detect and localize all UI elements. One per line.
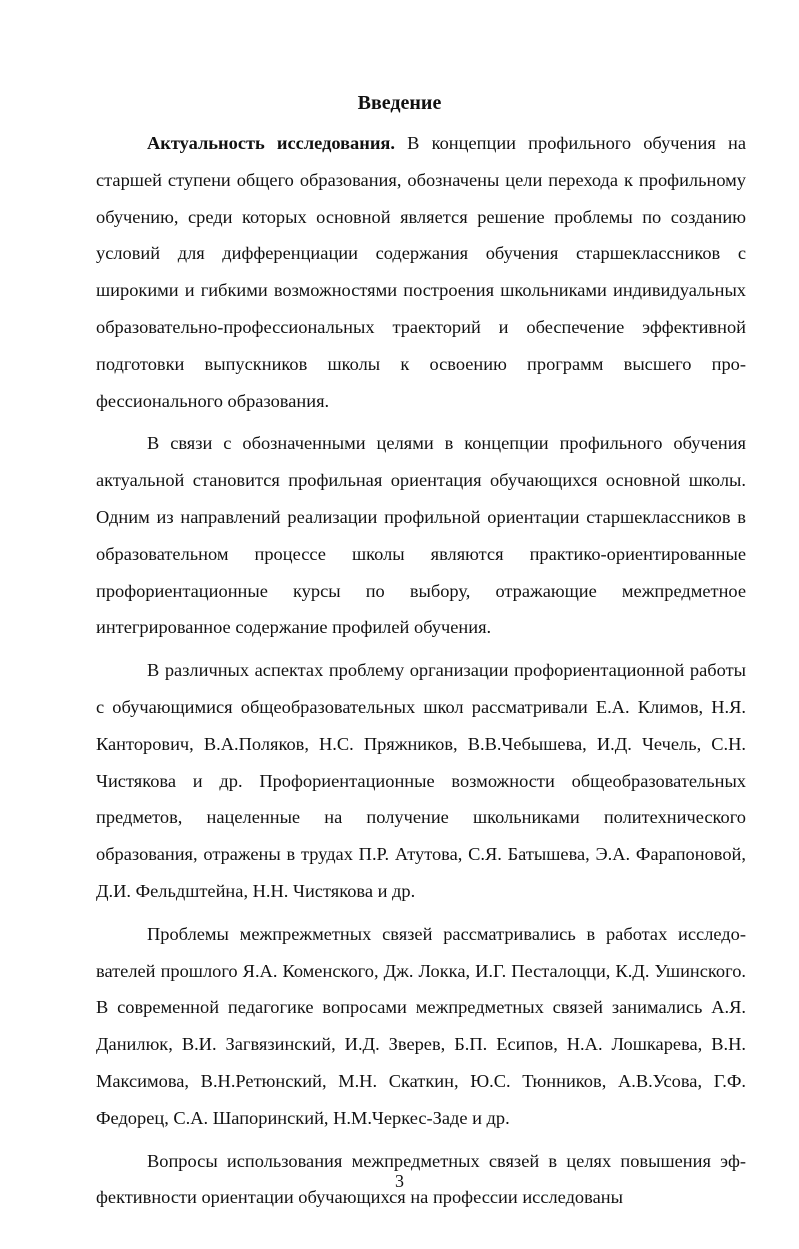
page-number: 3 <box>395 1171 404 1191</box>
paragraph-goals: В связи с обозначенными целями в концепции профильного обучения актуальной становится профильная ориентация обучающихся основной школы. Одним из направлений реализации профильной ориентации старшеклассников в образовательном процессе школы являются практико-ориентированные профориентационные курсы по выбору, отражающие межпредметное интегрированное содержание профилей обучения. <box>96 433 746 638</box>
paragraph-lead: Актуальность исследования. <box>147 133 395 153</box>
section-title: Введение <box>357 92 442 114</box>
paragraph-interdisciplinary: Проблемы межпрежметных связей рассматривались в работах исследователей прошлого Я.А. Коменского, Дж. Локка, И.Г. Песталоцци, К.Д. Ушинского. В современной педагогике вопросами межпредметных связей занимались А.Я. Данилюк, В.И. Загвязинский, И.Д. Зверев, Б.П. Есипов, Н.А. Лошкарева, В.Н. Максимова, В.Н.Ретюнский, М.Н. Скаткин, Ю.С. Тюнников, А.В.Усова, Г.Ф. Федорец, С.А. Шапоринский, Н.М.Черкес-Заде и др. <box>96 923 746 1128</box>
paragraph-text: В концепции профильного обучения на старшей ступени общего образования, обозначены цели перехода к профильному обучению, среди которых основной является решение проблемы по созданию условий для дифференциации содержания обучения старшеклассников с широкими и гибкими возможностями построения школьниками индивидуальных образовательно-профессиональных траекторий и обеспечение эффективной подготовки выпускников школы к освоению программ высшего профессионального образования. <box>96 133 746 411</box>
paragraph-questions: Вопросы использования межпредметных связей в целях повышения эффективности ориентации обучающихся на профессии исследованы <box>96 1150 746 1208</box>
paragraph-relevance <box>96 125 746 419</box>
body-text <box>96 125 746 1216</box>
paragraph-career-guidance: В различных аспектах проблему организации профориентационной работы с обучающимися общеобразовательных школ рассматривали Е.А. Климов, Н.Я. Канторович, В.А.Поляков, Н.С. Пряжников, В.В.Чебышева, И.Д. Чечель, С.Н. Чистякова и др. Профориентационные возможности общеобразовательных предметов, нацеленные на получение школьниками политехнического образования, отражены в трудах П.Р. Атутова, С.Я. Батышева, Э.А. Фарапоновой, Д.И. Фельдштейна, Н.Н. Чистякова и др. <box>96 660 746 901</box>
